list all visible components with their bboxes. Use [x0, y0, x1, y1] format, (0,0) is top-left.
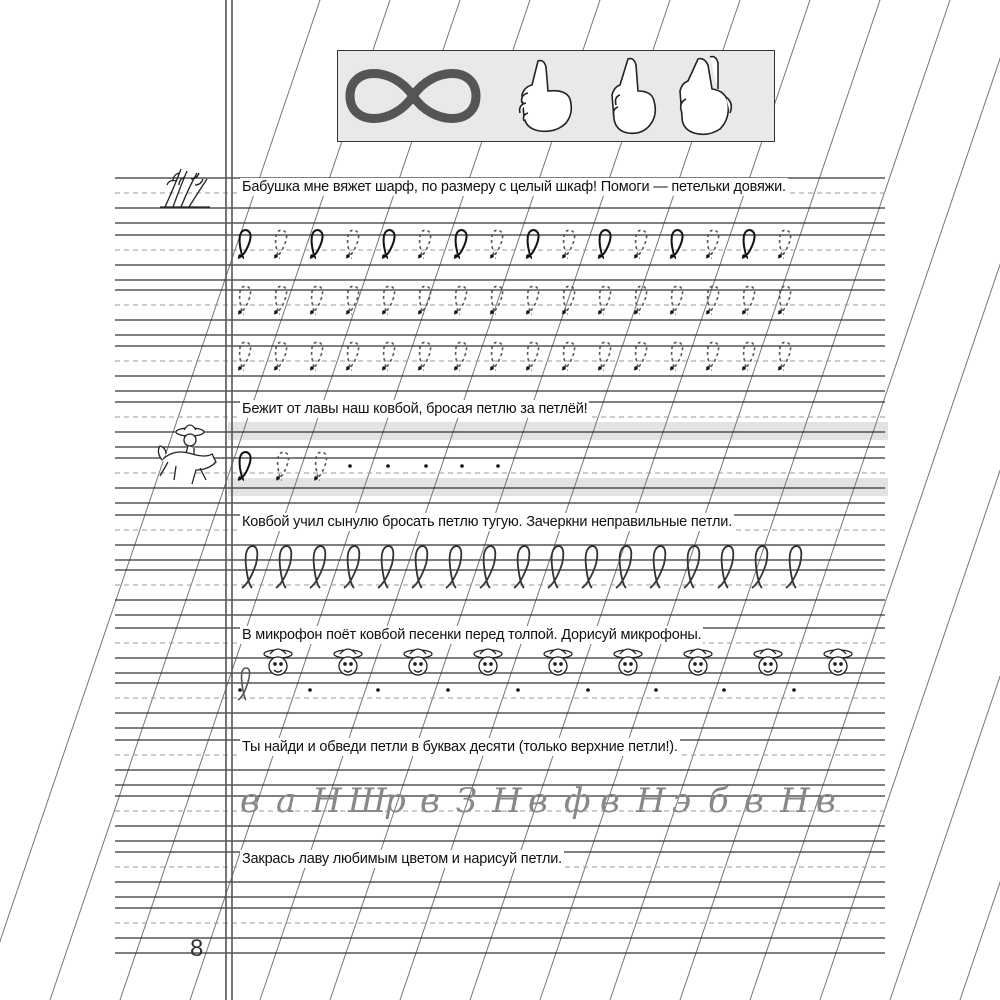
exercise-text-son-loops: Ковбой учил сынулю бросать петлю тугую. Зачеркни неправильные петли. [242, 514, 733, 530]
cowboy-face-icon [612, 646, 644, 682]
cursive-letter: в [420, 781, 440, 821]
cursive-letter: ф [564, 781, 591, 821]
cursive-letter: б [708, 781, 729, 821]
cowboy-face-icon [682, 646, 714, 682]
cowboy-face-icon [822, 646, 854, 682]
exercise-text-microphone: В микрофон поёт ковбой песенки перед толпой. Дорисуй микрофоны. [242, 627, 702, 643]
cowboy-face-icon [332, 646, 364, 682]
cursive-letter: Н [636, 781, 666, 821]
thumb-up-hand-icon [520, 61, 572, 132]
exercise-text-lava: Закрась лаву любимым цветом и нарисуй петли. [242, 851, 562, 867]
cursive-letter: З [456, 781, 478, 821]
cursive-letter: в [600, 781, 620, 821]
cursive-letter: а [276, 781, 297, 821]
cursive-letter: Н [780, 781, 810, 821]
cursive-letter: в [240, 781, 260, 821]
crossed-hands-icon [680, 57, 731, 135]
top-illustration-box [337, 50, 775, 142]
cursive-letter: Н [492, 781, 522, 821]
cursive-letter: Ш [348, 781, 387, 821]
cursive-letter: в [528, 781, 548, 821]
thumb-up-hand-icon [612, 59, 655, 134]
exercise-text-cowboy-run: Бежит от лавы наш ковбой, бросая петлю за петлёй! [242, 401, 588, 417]
cowboy-face-icon [402, 646, 434, 682]
cursive-letter: э [672, 781, 692, 821]
cowboy-on-horse-icon [150, 420, 225, 485]
wheat-icon [155, 165, 215, 210]
cursive-letter: Н [312, 781, 342, 821]
exercise-text-scarf: Бабушка мне вяжет шарф, по размеру с целый шкаф! Помоги — петельки довяжи. [242, 179, 786, 195]
cowboy-face-icon [262, 646, 294, 682]
cowboy-face-icon [542, 646, 574, 682]
cowboy-face-icon [472, 646, 504, 682]
page-number: 8 [190, 935, 204, 962]
infinity-icon [350, 74, 476, 119]
cursive-letter: в [816, 781, 836, 821]
cowboy-face-icon [752, 646, 784, 682]
exercise-text-letters: Ты найди и обведи петли в буквах десяти (только верхние петли!). [242, 739, 678, 755]
cursive-letter: р [384, 781, 406, 821]
cursive-letter: в [744, 781, 764, 821]
